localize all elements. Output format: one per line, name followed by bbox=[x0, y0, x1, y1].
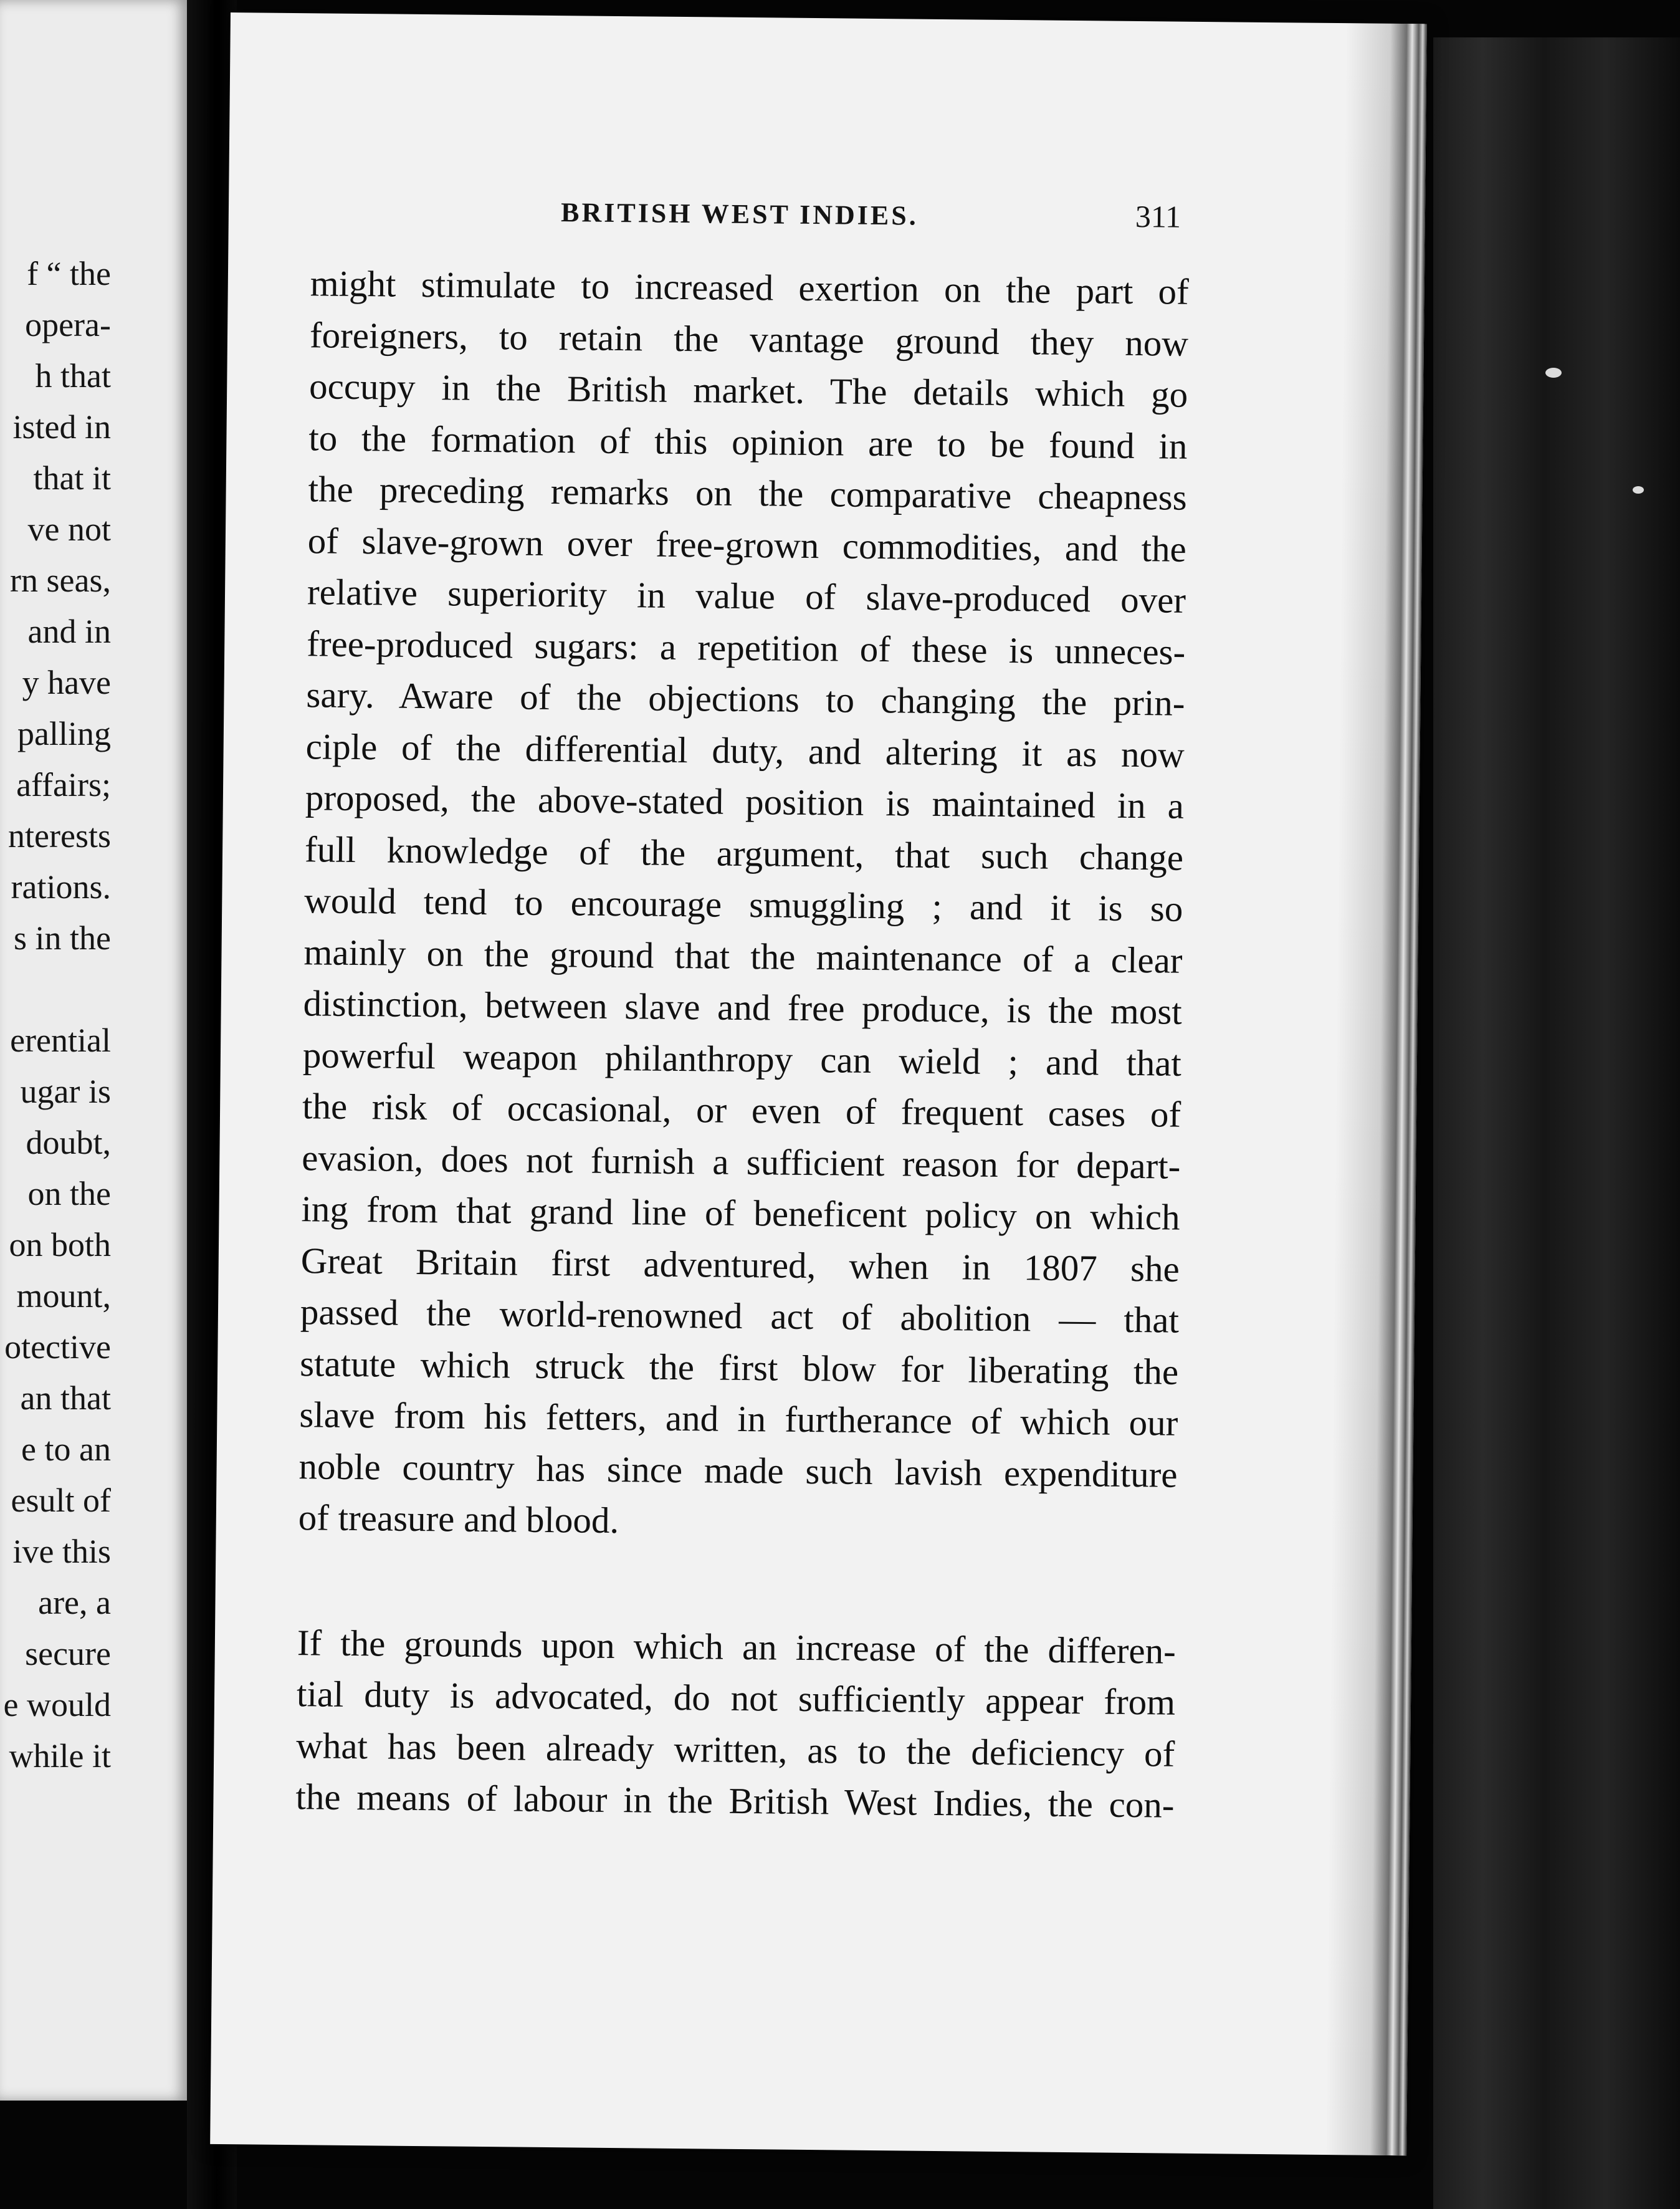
text-line: mainly on the ground that the maintenance of a clear bbox=[303, 931, 1183, 981]
left-page-line bbox=[0, 964, 111, 1015]
left-page-text bbox=[0, 248, 111, 1781]
left-page-line: ugar is bbox=[20, 1073, 111, 1110]
text-line: foreigners, to retain the vantage ground they now bbox=[309, 314, 1189, 364]
left-page-line: that it bbox=[33, 459, 111, 497]
left-page-line: and in bbox=[27, 613, 111, 650]
text-line: to the formation of this opinion are to be found in bbox=[308, 416, 1188, 467]
text-line: tial duty is advocated, do not sufficiently appear from bbox=[296, 1673, 1176, 1723]
left-page-line: rations. bbox=[11, 868, 111, 906]
left-page-line: erential bbox=[10, 1022, 111, 1059]
text-line: sary. Aware of the objections to changing the prin- bbox=[306, 674, 1185, 724]
left-page-line: mount, bbox=[16, 1277, 111, 1315]
page-body-text bbox=[295, 257, 1189, 1831]
text-line: distinction, between slave and free produce, is the most bbox=[303, 982, 1183, 1032]
text-line: powerful weapon philanthropy can wield ; and that bbox=[302, 1033, 1182, 1084]
text-line: slave from his fetters, and in furtherance of which our bbox=[299, 1394, 1178, 1444]
left-page-line: ve not bbox=[27, 510, 111, 548]
left-page-line: s in the bbox=[14, 919, 111, 957]
left-page-line: nterests bbox=[8, 817, 111, 855]
text-line: occupy in the British market. The details which go bbox=[308, 365, 1188, 415]
page-number: 311 bbox=[1135, 198, 1181, 234]
left-page-line: f “ the bbox=[27, 255, 111, 292]
left-page-line: on the bbox=[27, 1175, 111, 1212]
left-page-line: are, a bbox=[38, 1584, 111, 1621]
left-page-line: palling bbox=[17, 715, 111, 752]
left-page-line: doubt, bbox=[26, 1124, 111, 1161]
text-line: what has been already written, as to the deficiency of bbox=[296, 1724, 1175, 1775]
text-line: proposed, the above-stated position is maintained in a bbox=[305, 777, 1185, 827]
text-line: ing from that grand line of beneficent policy on which bbox=[301, 1188, 1180, 1238]
left-page-line: while it bbox=[9, 1737, 111, 1775]
text-line: statute which struck the first blow for liberating the bbox=[299, 1342, 1179, 1392]
paper-speck bbox=[1633, 486, 1644, 494]
left-page-line: e would bbox=[3, 1686, 111, 1723]
left-facing-page bbox=[0, 0, 187, 2101]
text-line: If the grounds upon which an increase of the differen- bbox=[297, 1621, 1176, 1672]
text-line: of slave-grown over free-grown commodities, and the bbox=[307, 519, 1187, 570]
left-page-line: on both bbox=[9, 1226, 111, 1263]
left-page-line: h that bbox=[35, 357, 111, 395]
left-page-line: an that bbox=[20, 1379, 111, 1417]
left-page-line: y have bbox=[22, 664, 111, 701]
left-page-line: esult of bbox=[11, 1482, 111, 1519]
text-line: full knowledge of the argument, that such change bbox=[304, 828, 1184, 878]
left-page-line: secure bbox=[25, 1635, 111, 1672]
text-line: the risk of occasional, or even of frequent cases of bbox=[302, 1085, 1181, 1135]
text-line: the preceding remarks on the comparative cheapness bbox=[308, 468, 1187, 518]
text-line: ciple of the differential duty, and altering it as now bbox=[305, 725, 1185, 775]
text-line: might stimulate to increased exertion on the part of bbox=[310, 262, 1190, 312]
book-page-edges bbox=[1433, 37, 1680, 2209]
text-line: the means of labour in the British West Indies, the con- bbox=[295, 1776, 1175, 1826]
left-page-line: rn seas, bbox=[10, 562, 111, 599]
running-head: BRITISH WEST INDIES. bbox=[560, 197, 919, 231]
book-page bbox=[210, 12, 1427, 2155]
left-page-line: e to an bbox=[21, 1430, 111, 1468]
text-line: would tend to encourage smuggling ; and it is so bbox=[304, 879, 1183, 929]
text-line: Great Britain first adventured, when in 1807 she bbox=[300, 1239, 1180, 1290]
text-line: noble country has since made such lavish expenditure bbox=[298, 1445, 1178, 1495]
paragraph-gap bbox=[297, 1543, 1176, 1626]
paper-speck bbox=[1545, 368, 1562, 378]
text-line: relative superiority in value of slave-produced over bbox=[307, 571, 1186, 621]
left-page-line: otective bbox=[4, 1328, 111, 1366]
text-line: free-produced sugars: a repetition of these is unneces- bbox=[306, 622, 1186, 673]
text-line: evasion, does not furnish a sufficient reason for depart- bbox=[302, 1136, 1181, 1187]
text-line: passed the world-renowned act of abolition — that bbox=[300, 1291, 1180, 1341]
left-page-line: isted in bbox=[12, 408, 111, 446]
left-page-line: opera- bbox=[25, 306, 111, 343]
left-page-line: ive this bbox=[12, 1533, 111, 1570]
text-line: of treasure and blood. bbox=[298, 1497, 619, 1541]
left-page-line: affairs; bbox=[16, 766, 111, 803]
